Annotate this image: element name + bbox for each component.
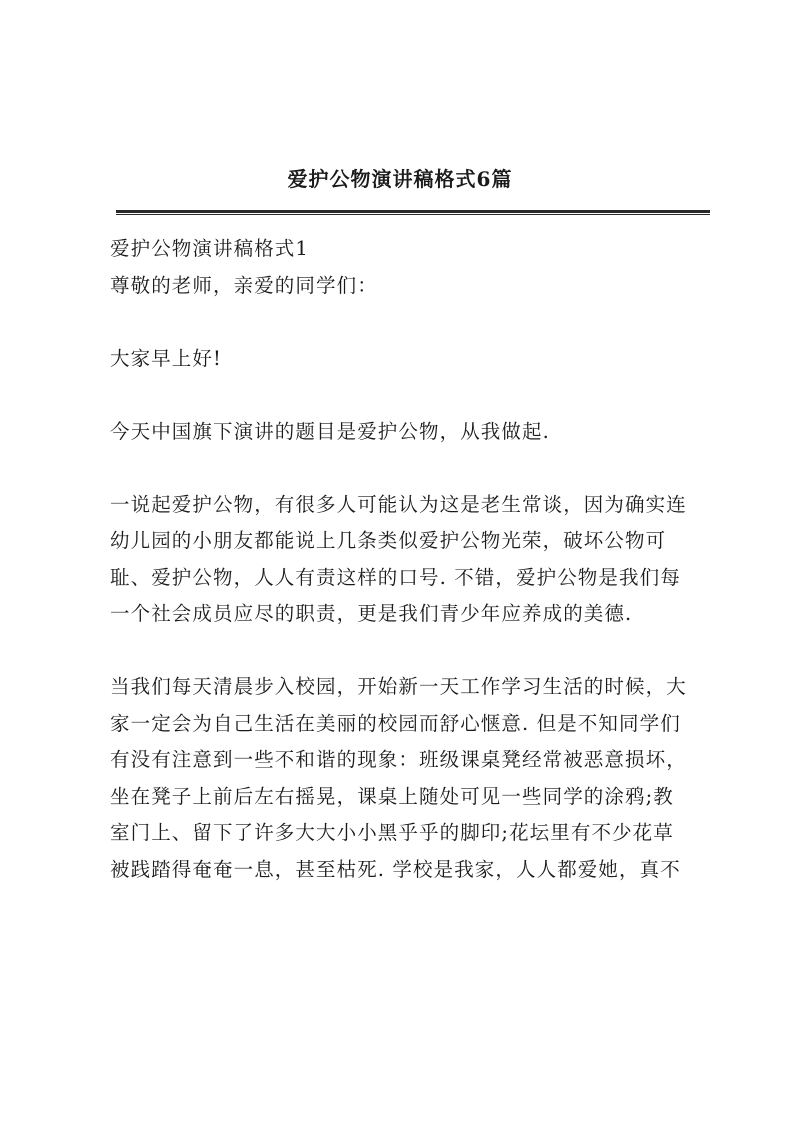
document-body — [110, 231, 710, 888]
paragraph-gap — [110, 450, 710, 487]
greeting-line: 尊敬的老师，亲爱的同学们： — [110, 273, 378, 297]
section-heading: 爱护公物演讲稿格式1 — [110, 237, 309, 260]
paragraph-gap — [110, 633, 710, 670]
paragraph-line: 坐在凳子上前后左右摇晃，课桌上随处可见一些同学的涂鸦;教 — [110, 784, 674, 808]
paragraph-line: 当我们每天清晨步入校园，开始新一天工作学习生活的时候，大 — [110, 675, 687, 698]
paragraph-gap — [110, 304, 710, 341]
paragraph-line: 大家早上好! — [110, 346, 222, 370]
paragraph-line: 有没有注意到一些不和谐的现象：班级课桌凳经常被恶意损坏， — [110, 748, 687, 771]
paragraph-line: 家一定会为自己生活在美丽的校园而舒心惬意. 但是不知同学们 — [110, 711, 681, 735]
paragraph-line: 幼儿园的小朋友都能说上几条类似爱护公物光荣，破坏公物可 — [110, 529, 667, 552]
paragraph-gap — [110, 377, 710, 414]
paragraph-line: 室门上、留下了许多大大小小黑乎乎的脚印;花坛里有不少花草 — [110, 821, 674, 844]
paragraph-line: 一个社会成员应尽的职责，更是我们青少年应养成的美德. — [110, 602, 633, 625]
document-title: 爱护公物演讲稿格式6篇 — [287, 167, 513, 191]
paragraph-line: 被践踏得奄奄一息，甚至枯死. 学校是我家，人人都爱她，真不 — [110, 857, 681, 881]
paragraph-line: 一说起爱护公物，有很多人可能认为这是老生常谈，因为确实连 — [110, 492, 687, 516]
paragraph-line: 今天中国旗下演讲的题目是爱护公物，从我做起. — [110, 419, 550, 443]
paragraph-line: 耻、爱护公物，人人有责这样的口号. 不错，爱护公物是我们每 — [110, 565, 681, 589]
title-divider — [116, 210, 710, 215]
